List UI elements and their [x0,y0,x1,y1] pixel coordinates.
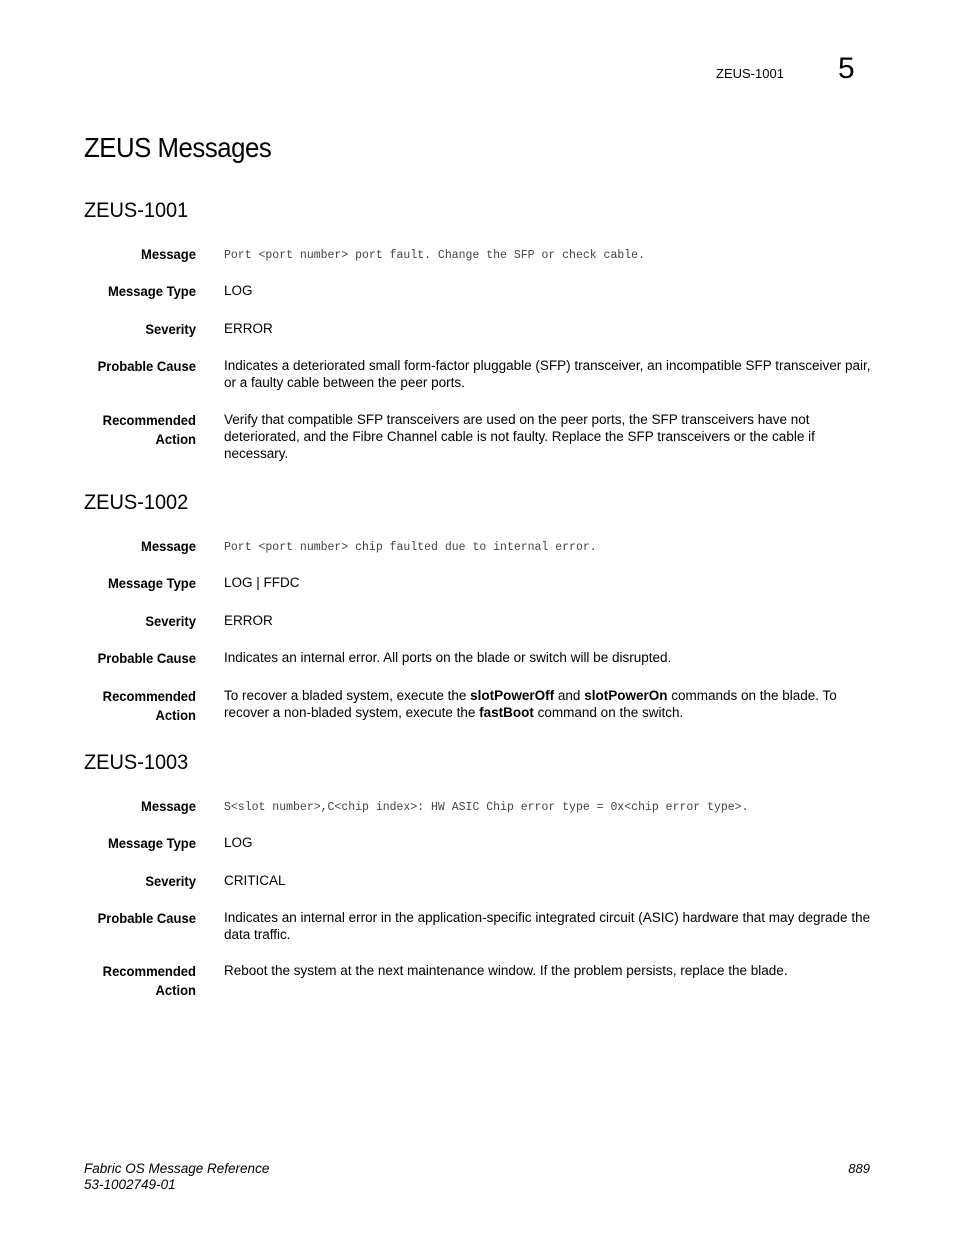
message-text: Port <port number> port fault. Change the SFP or check cable. [224,249,645,262]
severity-value: CRITICAL [224,873,286,888]
message-type-value: LOG [224,835,253,850]
field-label: Probable Cause [97,650,196,666]
field-probable-cause [84,909,874,943]
text-run: To recover a bladed system, execute the [224,688,471,703]
field-label [92,687,196,725]
probable-cause-text: Indicates an internal error. All ports on the blade or switch will be disrupted. [224,650,672,665]
severity-value: ERROR [224,321,273,336]
section-zeus-1001 [84,199,874,462]
message-type-value: LOG [224,283,253,298]
text-run: and [554,688,585,703]
recommended-action-text: Reboot the system at the next maintenance window. If the problem persists, replace the blade. [224,963,788,978]
field-label: Message [140,538,196,554]
field-message [84,797,874,816]
field-label: Probable Cause [97,358,196,374]
field-label: Severity [145,613,196,629]
label-line: Action [155,431,196,447]
field-label: Message [140,798,196,814]
section-title: ZEUS-1003 [84,751,189,774]
field-severity [84,612,874,629]
field-severity [84,320,874,337]
field-message-type [84,834,874,851]
label-line: Action [155,707,196,723]
message-text: Port <port number> chip faulted due to internal error. [224,541,597,554]
message-text: S<slot number>,C<chip index>: HW ASIC Chip error type = 0x<chip error type>. [224,801,749,814]
field-message [84,537,874,556]
section-title: ZEUS-1001 [84,199,189,222]
label-line: Recommended [102,963,196,979]
field-recommended-action [84,962,874,998]
field-label: Message Type [107,283,196,299]
field-message [84,245,874,264]
label-line: Action [155,982,196,998]
command-slotpoweroff: slotPowerOff [470,688,555,703]
section-zeus-1002 [84,491,874,721]
field-label: Probable Cause [97,910,196,926]
field-label: Message Type [107,835,196,851]
page-title: ZEUS Messages [84,132,272,163]
field-probable-cause [84,649,874,666]
field-label: Message [140,246,196,262]
field-message-type [84,282,874,299]
field-label: Severity [145,321,196,337]
text-run: commands on the blade. To recover a non-bladed system, execute the [224,688,837,720]
message-type-value: LOG | FFDC [224,575,300,590]
command-slotpoweron: slotPowerOn [584,688,668,703]
label-line: Recommended [102,412,196,428]
footer-page-number: 889 [848,1161,870,1176]
label-line: Recommended [102,688,196,704]
section-zeus-1003 [84,751,874,998]
severity-value: ERROR [224,613,273,628]
field-recommended-action [84,687,874,721]
recommended-action-text: Verify that compatible SFP transceivers are used on the peer ports, the SFP transceivers have not deteriorated, and the Fibre Channel cable is not faulty. Replace the SFP transceivers or the cable if necessary. [224,412,815,461]
footer-doc-title: Fabric OS Message Reference [84,1161,270,1176]
chapter-number: 5 [838,52,855,85]
field-message-type [84,574,874,591]
field-label [92,411,196,449]
field-label: Message Type [107,575,196,591]
field-probable-cause [84,357,874,391]
field-label: Severity [145,873,196,889]
header-message-ref: ZEUS-1001 [716,66,784,81]
field-label [92,962,196,1000]
text-run: command on the switch. [533,705,684,720]
command-fastboot: fastBoot [479,705,534,720]
field-severity [84,872,874,889]
field-recommended-action [84,411,874,462]
recommended-action-text [224,687,874,721]
section-title: ZEUS-1002 [84,491,189,514]
probable-cause-text: Indicates an internal error in the application-specific integrated circuit (ASIC) hardware that may degrade the data traffic. [224,910,871,942]
footer-doc-id: 53-1002749-01 [84,1177,176,1192]
probable-cause-text: Indicates a deteriorated small form-factor pluggable (SFP) transceiver, an incompatible SFP transceiver pair, or a faulty cable between the peer ports. [224,358,871,390]
